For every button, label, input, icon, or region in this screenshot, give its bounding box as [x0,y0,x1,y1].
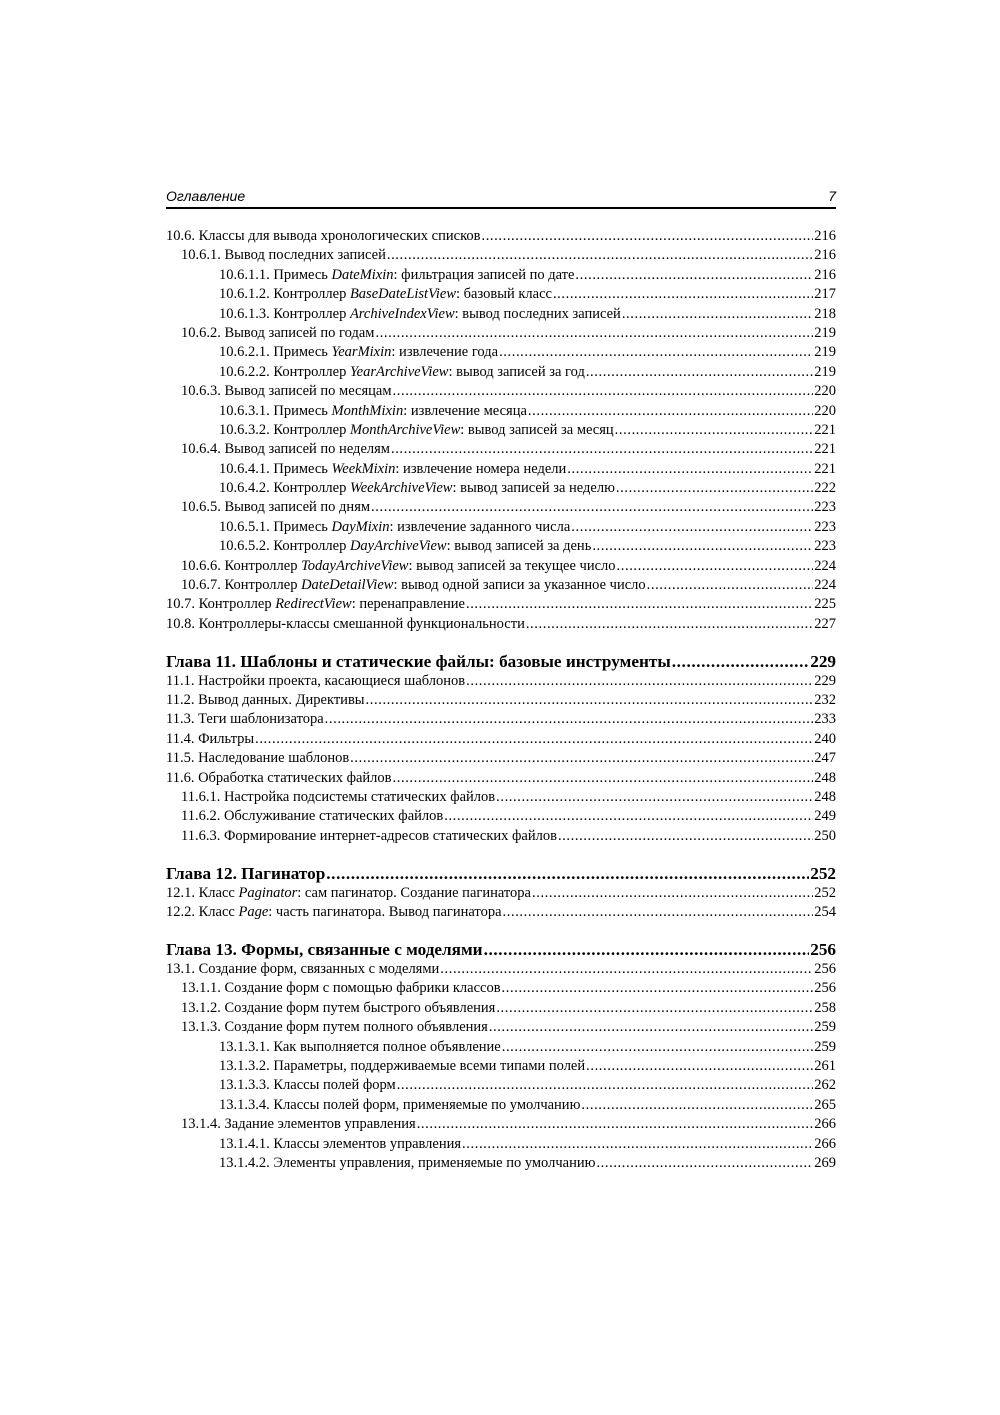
toc-chapter-entry[interactable] [166,651,836,672]
toc-entry-title [219,1038,501,1057]
toc-entry[interactable] [166,246,836,265]
toc-entry-title-text: 10.6.4. Вывод записей по неделям [181,441,390,458]
dot-leader [397,1076,814,1095]
toc-page-number: 220 [814,402,836,419]
toc-entry-title-suffix: : вывод записей за неделю [452,480,615,497]
toc-entry-title-text: 11.6.3. Формирование интернет-адресов статических файлов [181,827,557,844]
toc-entry-title [181,557,616,576]
toc-entry[interactable] [166,576,836,595]
toc-entry-title-suffix: : вывод записей за год [448,363,585,380]
toc-entry-title [166,884,531,903]
dot-leader [366,691,814,710]
toc-entry-title-suffix: : вывод записей за месяц [460,421,614,438]
toc-entry-title [219,1096,580,1115]
toc-entry-class-name: MonthMixin [331,402,404,419]
toc-entry-title-text: 10.6.7. Контроллер [181,577,302,594]
dot-leader [255,730,813,749]
toc-entry-title [181,576,646,595]
toc-entry-title [219,363,585,382]
toc-entry-class-name: RedirectView [275,596,352,613]
dot-leader [616,479,813,498]
toc-page-number: 216 [814,266,836,283]
dot-leader [575,266,813,285]
toc-entry-title [166,769,392,788]
toc-entry[interactable] [166,903,836,922]
toc-entry-title [166,672,465,691]
toc-entry[interactable] [166,769,836,788]
toc-page-number: 229 [810,651,836,671]
toc-entry-title-text: Глава 13. Формы, связанные с моделями [166,940,483,959]
toc-entry-title-text: 10.6.1.3. Контроллер [219,305,350,322]
toc-entry-title-text: Глава 11. Шаблоны и статические файлы: базовые инструменты [166,651,671,671]
toc-entry-title [166,227,480,246]
toc-page-number: 223 [814,499,836,516]
dot-leader [586,1057,813,1076]
toc-entry-title-text: 10.7. Контроллер [166,596,276,613]
toc-entry-title-text: 11.5. Наследование шаблонов [166,750,350,767]
toc-page-number: 233 [814,711,836,728]
toc-entry-title-text: 13.1.1. Создание форм с помощью фабрики классов [181,980,501,997]
toc-entry-title [219,266,574,285]
toc-page-number: 256 [814,961,836,977]
toc-entry-title-text: 11.6. Обработка статических файлов [166,769,392,786]
toc-entry-title-text: 10.6.5.1. Примесь [219,518,332,535]
dot-leader [528,402,813,421]
toc-entry-class-name: BaseDateListView [349,286,457,303]
toc-entry-class-name: TodayArchiveView [301,557,409,574]
toc-page-number: 248 [814,789,836,806]
toc-entry[interactable] [166,691,836,710]
toc-entry-title [181,827,557,846]
toc-entry[interactable] [166,382,836,401]
toc-entry[interactable] [166,749,836,768]
dot-leader [462,1135,813,1154]
toc-page-number: 216 [814,247,836,264]
toc-entry-class-name: Page [238,904,269,921]
dot-leader [502,1038,814,1057]
dot-leader [526,615,813,634]
toc-entry-title [219,518,570,537]
toc-entry-title-text: 10.6.2. Вывод записей по годам [181,324,375,341]
toc-entry[interactable] [166,324,836,343]
dot-leader [393,382,814,401]
dot-leader [647,576,814,595]
toc-entry[interactable] [166,788,836,807]
toc-entry[interactable] [166,1057,836,1076]
toc-page-number: 222 [814,480,836,497]
toc-entry[interactable] [166,266,836,285]
toc-page-number: 259 [814,1019,836,1036]
toc-entry-title-suffix: : вывод записей за текущее число [408,557,616,574]
toc-entry-title-text: 11.3. Теги шаблонизатора [166,711,324,728]
toc-entry-title-suffix: : извлечение номера недели [395,460,567,477]
toc-entry-title [166,960,439,979]
toc-entry-title-suffix: : вывод последних записей [454,305,621,322]
toc-entry-class-name: Paginator [238,884,298,901]
toc-entry[interactable] [166,999,836,1018]
toc-entry[interactable] [166,305,836,324]
toc-page-number: 248 [814,769,836,786]
dot-leader [622,305,813,324]
dot-leader [371,498,813,517]
toc-entry-title-text: 10.6.4.2. Контроллер [219,480,350,497]
toc-chapter-entry[interactable] [166,939,836,960]
toc-entry-title [219,537,591,556]
toc-page-number: 252 [810,863,836,883]
toc-entry-title-text: 12.1. Класс [166,884,239,901]
toc-entry-title [219,305,621,324]
toc-page-number: 219 [814,363,836,380]
toc-entry[interactable] [166,1154,836,1173]
toc-page-number: 223 [814,518,836,535]
toc-entry[interactable] [166,1096,836,1115]
dot-leader [391,440,813,459]
toc-entry-title [181,788,495,807]
toc-entry-title-text: 12.2. Класс [166,904,239,921]
toc-entry-title-text: 10.6.5. Вывод записей по дням [181,499,371,516]
header-section-title: Оглавление [166,188,246,204]
toc-entry[interactable] [166,557,836,576]
toc-entry-title-text: 10.6.2.2. Контроллер [219,363,350,380]
toc-page-number: 217 [814,286,836,303]
toc-entry-title-suffix: : извлечение заданного числа [389,518,571,535]
dot-leader [499,343,813,362]
toc-entry[interactable] [166,479,836,498]
toc-entry-class-name: MonthArchiveView [349,421,461,438]
dot-leader [496,999,813,1018]
toc-entry-title [219,1154,595,1173]
toc-entry[interactable] [166,710,836,729]
toc-entry-title [166,903,502,922]
toc-entry-title [219,460,566,479]
toc-entry-title-text: 10.6.5.2. Контроллер [219,538,350,555]
toc-entry-title-text: 10.6.3.2. Контроллер [219,421,350,438]
dot-leader [502,979,814,998]
toc-entry[interactable] [166,460,836,479]
toc-entry-class-name: DateMixin [331,266,394,283]
dot-leader [586,363,813,382]
toc-entry-title [181,1115,416,1134]
dot-leader [489,1018,813,1037]
dot-leader [417,1115,814,1134]
toc-entry-title-text: 10.6.1.2. Контроллер [219,286,350,303]
dot-leader [466,672,813,691]
toc-entry-title-text: 13.1.4. Задание элементов управления [181,1116,416,1133]
toc-entry-class-name: DayArchiveView [349,538,447,555]
toc-page-number: 259 [814,1038,836,1055]
toc-entry-class-name: ArchiveIndexView [349,305,455,322]
toc-entry-title [219,1057,585,1076]
toc-entry-title-suffix: : сам пагинатор. Создание пагинатора [297,884,531,901]
toc-entry-title [181,979,501,998]
toc-entry-title-suffix: : базовый класс [456,286,552,303]
toc-entry-title-text: 11.2. Вывод данных. Директивы [166,692,365,709]
toc-page-number: 221 [814,421,836,438]
toc-entry[interactable] [166,730,836,749]
toc-entry-title [219,1076,396,1095]
dot-leader [532,884,813,903]
toc-page-number: 247 [814,750,836,767]
toc-entry-title-text: 13.1.2. Создание форм путем быстрого объявления [181,999,496,1016]
dot-leader [466,595,813,614]
toc-page-number: 269 [814,1154,836,1171]
toc-entry[interactable] [166,285,836,304]
toc-entry-class-name: YearArchiveView [349,363,449,380]
dot-leader [596,1154,813,1173]
dot-leader [581,1096,813,1115]
dot-leader [484,939,810,960]
toc-entry[interactable] [166,227,836,246]
toc-entry-title [166,710,324,729]
toc-entry[interactable] [166,537,836,556]
toc-entry-title [166,615,525,634]
toc-entry[interactable] [166,1115,836,1134]
dot-leader [617,557,814,576]
toc-entry-title [181,440,390,459]
toc-entry-title-suffix: : часть пагинатора. Вывод пагинатора [268,904,502,921]
toc-entry[interactable] [166,807,836,826]
toc-entry-title [166,863,325,884]
dot-leader [496,788,813,807]
toc-page-number: 218 [814,305,836,322]
toc-entry[interactable] [166,1135,836,1154]
dot-leader [615,421,814,440]
toc-chapter-entry[interactable] [166,863,836,884]
dot-leader [672,651,809,672]
toc-entry-title-suffix: : вывод одной записи за указанное число [393,577,646,594]
toc-entry[interactable] [166,1038,836,1057]
table-of-contents [166,227,836,1173]
toc-entry-title-text: 11.6.2. Обслуживание статических файлов [181,808,444,825]
toc-entry-title-suffix: : вывод записей за день [446,538,592,555]
toc-page-number: 249 [814,808,836,825]
dot-leader [393,769,814,788]
toc-entry-title [219,421,614,440]
toc-page-number: 266 [814,1116,836,1133]
toc-entry-title [166,730,254,749]
toc-entry-class-name: DateDetailView [301,577,394,594]
toc-entry[interactable] [166,421,836,440]
toc-entry-title [219,1135,461,1154]
dot-leader [503,903,814,922]
dot-leader [326,863,809,884]
toc-page-number: 256 [814,980,836,997]
toc-entry-title [219,285,552,304]
toc-entry-title-suffix: : извлечение месяца [403,402,527,419]
toc-entry-title-text: 11.1. Настройки проекта, касающиеся шаблонов [166,672,466,689]
running-header [166,186,836,209]
toc-entry[interactable] [166,440,836,459]
dot-leader [325,710,814,729]
dot-leader [387,246,813,265]
toc-entry-title-text: 13.1.3. Создание форм путем полного объявления [181,1019,488,1036]
toc-page-number: 216 [814,228,836,244]
dot-leader [571,518,813,537]
toc-entry-title [181,1018,488,1037]
toc-entry-title-text: 13.1. Создание форм, связанных с моделями [166,961,440,977]
toc-entry[interactable] [166,518,836,537]
toc-page-number: 224 [814,577,836,594]
toc-entry[interactable] [166,1018,836,1037]
toc-page-number: 219 [814,324,836,341]
toc-entry-title-text: 10.6.3. Вывод записей по месяцам [181,383,392,400]
toc-entry-title-text: 13.1.3.1. Как выполняется полное объявление [219,1038,501,1055]
toc-entry[interactable] [166,615,836,634]
toc-entry[interactable] [166,343,836,362]
toc-page-number: 250 [814,827,836,844]
toc-entry-title-text: 13.1.3.3. Классы полей форм [219,1077,396,1094]
toc-entry-title [166,691,365,710]
toc-entry-title-text: 11.4. Фильтры [166,730,255,747]
toc-page-number: 265 [814,1096,836,1113]
toc-entry-title [219,402,527,421]
toc-page-number: 224 [814,557,836,574]
dot-leader [440,960,813,979]
toc-entry[interactable] [166,402,836,421]
toc-entry-class-name: YearMixin [331,344,392,361]
toc-entry-title-text: 10.6.4.1. Примесь [219,460,332,477]
toc-entry-title-text: 10.8. Контроллеры-классы смешанной функциональности [166,615,525,632]
toc-page-number: 225 [814,596,836,613]
toc-entry-title [181,246,386,265]
toc-entry-title [166,595,465,614]
toc-entry-title [181,807,443,826]
toc-entry[interactable] [166,884,836,903]
toc-entry-class-name: WeekMixin [331,460,396,477]
toc-entry[interactable] [166,960,836,979]
toc-entry-title [219,479,615,498]
toc-entry-title-suffix: : извлечение года [391,344,499,361]
dot-leader [481,227,813,246]
toc-page-number: 240 [814,730,836,747]
toc-entry-title [166,749,349,768]
toc-entry-title [181,999,495,1018]
toc-entry-title-suffix: : фильтрация записей по дате [393,266,575,283]
toc-entry-title-text: 13.1.4.1. Классы элементов управления [219,1135,462,1152]
dot-leader [553,285,813,304]
toc-page-number: 252 [814,884,836,901]
toc-entry[interactable] [166,672,836,691]
toc-page-number: 219 [814,344,836,361]
toc-entry-title-text: 10.6.1. Вывод последних записей [181,247,386,264]
toc-entry[interactable] [166,595,836,614]
toc-page-number: 256 [810,940,836,959]
toc-page-number: 232 [814,692,836,709]
toc-page-number: 261 [814,1057,836,1074]
toc-entry[interactable] [166,979,836,998]
toc-page-number: 221 [814,460,836,477]
toc-entry[interactable] [166,1076,836,1095]
toc-entry-class-name: DayMixin [331,518,390,535]
dot-leader [350,749,813,768]
toc-entry-title-suffix: : перенаправление [351,596,465,613]
toc-page-number: 227 [814,615,836,632]
toc-page-number: 266 [814,1135,836,1152]
toc-entry-title-text: 10.6.3.1. Примесь [219,402,332,419]
toc-entry-title [166,651,671,672]
toc-entry-title-text: Глава 12. Пагинатор [166,863,326,883]
toc-entry-title-text: 10.6.2.1. Примесь [219,344,332,361]
toc-entry-title-text: 10.6.1.1. Примесь [219,266,332,283]
toc-page-number: 262 [814,1077,836,1094]
toc-entry-title [166,939,483,960]
toc-entry-title-text: 13.1.4.2. Элементы управления, применяемые по умолчанию [219,1154,596,1171]
dot-leader [375,324,813,343]
dot-leader [592,537,813,556]
toc-page-number: 229 [814,672,836,689]
dot-leader [558,827,813,846]
dot-leader [444,807,813,826]
toc-entry-title-text: 13.1.3.2. Параметры, поддерживаемые всеми типами полей [219,1057,586,1074]
toc-entry[interactable] [166,827,836,846]
toc-entry-title [181,382,392,401]
toc-entry-title-text: 10.6.6. Контроллер [181,557,302,574]
toc-entry-title-text: 10.6. Классы для вывода хронологических списков [166,228,481,244]
toc-entry-title [219,343,498,362]
toc-entry-title-text: 11.6.1. Настройка подсистемы статических файлов [181,789,496,806]
dot-leader [567,460,813,479]
toc-entry-title [181,324,374,343]
toc-entry-title [181,498,370,517]
toc-page-number: 223 [814,538,836,555]
toc-entry[interactable] [166,498,836,517]
header-page-number: 7 [828,188,836,204]
toc-entry-class-name: WeekArchiveView [349,480,453,497]
toc-page-number: 220 [814,383,836,400]
toc-page-number: 254 [814,904,836,921]
toc-page-number: 258 [814,999,836,1016]
toc-entry-title-text: 13.1.3.4. Классы полей форм, применяемые по умолчанию [219,1096,581,1113]
toc-entry[interactable] [166,363,836,382]
toc-page-number: 221 [814,441,836,458]
